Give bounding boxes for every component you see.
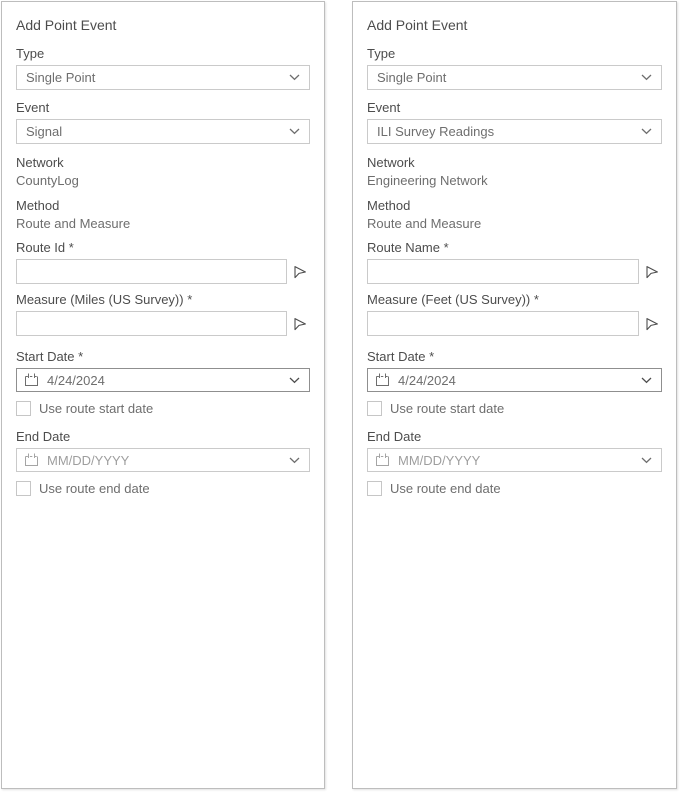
- measure-label: Measure (Miles (US Survey)) *: [16, 292, 193, 307]
- end-date-placeholder: MM/DD/YYYY: [398, 452, 481, 468]
- route-id-row: [16, 259, 310, 284]
- start-date-label: Start Date *: [367, 349, 435, 364]
- event-select[interactable]: [16, 119, 310, 144]
- type-label: Type: [367, 46, 396, 61]
- pick-from-map-button[interactable]: [642, 313, 662, 335]
- start-date-picker[interactable]: [367, 368, 662, 392]
- method-label: Method: [367, 198, 411, 213]
- method-value: Route and Measure: [367, 216, 482, 231]
- network-value: CountyLog: [16, 173, 79, 188]
- measure-input[interactable]: [16, 311, 287, 336]
- chevron-down-icon: [289, 457, 300, 464]
- type-select-value: Single Point: [26, 70, 96, 85]
- calendar-icon: [23, 372, 40, 388]
- use-route-end-date-row[interactable]: [16, 481, 310, 496]
- map-pointer-icon: [292, 316, 308, 332]
- measure-input[interactable]: [367, 311, 639, 336]
- map-pointer-icon: [644, 316, 660, 332]
- calendar-icon: [374, 452, 391, 468]
- pick-from-map-button[interactable]: [290, 261, 310, 283]
- use-route-start-date-label: Use route start date: [390, 401, 505, 416]
- use-route-end-date-label: Use route end date: [390, 481, 501, 496]
- pane-title: Add Point Event: [16, 17, 117, 33]
- pick-from-map-button[interactable]: [642, 261, 662, 283]
- network-label: Network: [16, 155, 64, 170]
- event-select-value: ILI Survey Readings: [377, 124, 495, 139]
- use-route-end-date-checkbox[interactable]: [16, 481, 31, 496]
- calendar-icon: [23, 452, 40, 468]
- start-date-picker[interactable]: [16, 368, 310, 392]
- end-date-label: End Date: [367, 429, 422, 444]
- use-route-start-date-checkbox[interactable]: [367, 401, 382, 416]
- event-select-value: Signal: [26, 124, 63, 139]
- start-date-label: Start Date *: [16, 349, 84, 364]
- route-id-label: Route Id *: [16, 240, 74, 255]
- use-route-end-date-row[interactable]: [367, 481, 662, 496]
- type-select[interactable]: [367, 65, 662, 90]
- network-label: Network: [367, 155, 415, 170]
- method-label: Method: [16, 198, 60, 213]
- measure-label: Measure (Feet (US Survey)) *: [367, 292, 539, 307]
- type-label: Type: [16, 46, 45, 61]
- route-name-label: Route Name *: [367, 240, 449, 255]
- chevron-down-icon: [641, 74, 652, 81]
- pane-title: Add Point Event: [367, 17, 468, 33]
- chevron-down-icon: [641, 457, 652, 464]
- event-select[interactable]: [367, 119, 662, 144]
- chevron-down-icon: [289, 74, 300, 81]
- use-route-end-date-checkbox[interactable]: [367, 481, 382, 496]
- use-route-end-date-label: Use route end date: [39, 481, 150, 496]
- chevron-down-icon: [641, 377, 652, 384]
- end-date-placeholder: MM/DD/YYYY: [47, 452, 130, 468]
- map-pointer-icon: [644, 264, 660, 280]
- route-name-row: [367, 259, 662, 284]
- network-value: Engineering Network: [367, 173, 488, 188]
- start-date-value: 4/24/2024: [398, 372, 456, 388]
- end-date-picker[interactable]: [16, 448, 310, 472]
- use-route-start-date-label: Use route start date: [39, 401, 154, 416]
- add-point-event-pane-left: [1, 1, 325, 789]
- pick-from-map-button[interactable]: [290, 313, 310, 335]
- calendar-icon: [374, 372, 391, 388]
- measure-row: [16, 311, 310, 336]
- chevron-down-icon: [289, 128, 300, 135]
- add-point-event-pane-right: [352, 1, 677, 789]
- chevron-down-icon: [289, 377, 300, 384]
- type-select-value: Single Point: [377, 70, 447, 85]
- event-label: Event: [367, 100, 401, 115]
- use-route-start-date-checkbox[interactable]: [16, 401, 31, 416]
- use-route-start-date-row[interactable]: [367, 401, 662, 416]
- chevron-down-icon: [641, 128, 652, 135]
- route-id-input[interactable]: [16, 259, 287, 284]
- method-value: Route and Measure: [16, 216, 131, 231]
- end-date-picker[interactable]: [367, 448, 662, 472]
- end-date-label: End Date: [16, 429, 71, 444]
- route-name-input[interactable]: [367, 259, 639, 284]
- use-route-start-date-row[interactable]: [16, 401, 310, 416]
- event-label: Event: [16, 100, 50, 115]
- start-date-value: 4/24/2024: [47, 372, 105, 388]
- measure-row: [367, 311, 662, 336]
- type-select[interactable]: [16, 65, 310, 90]
- map-pointer-icon: [292, 264, 308, 280]
